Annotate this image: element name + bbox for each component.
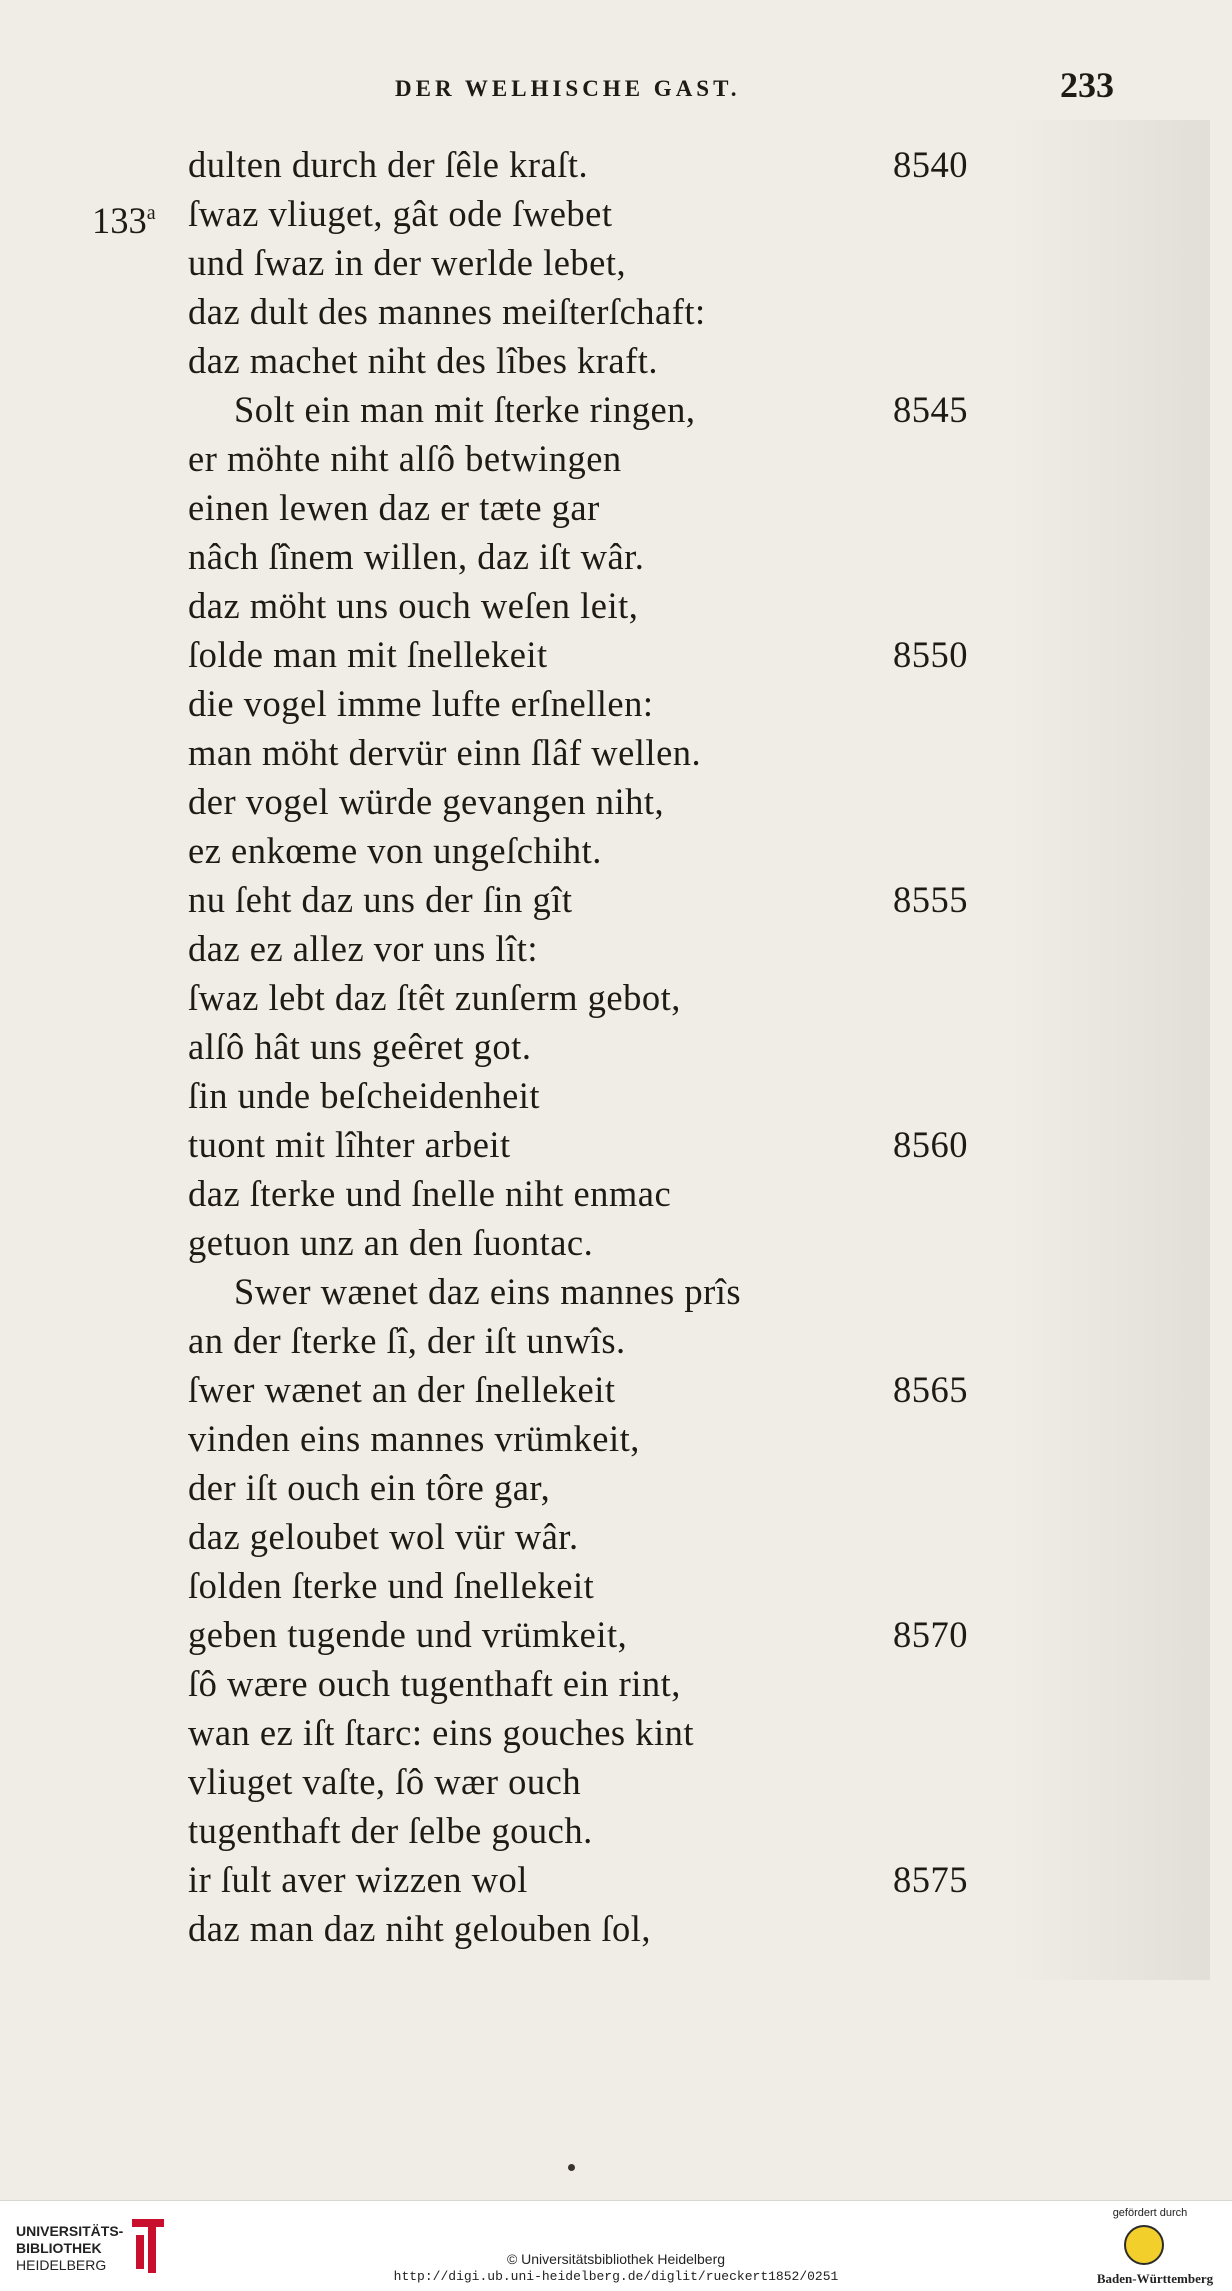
line-number: 8560 <box>893 1124 968 1165</box>
page-number: 233 <box>1060 65 1114 105</box>
verse-text: daz möht uns ouch weſen leit, <box>188 585 639 626</box>
verse-text: daz ſterke und ſnelle niht enmac <box>188 1173 672 1214</box>
verse-line <box>0 140 1232 189</box>
verse-text: daz man daz niht gelouben ſol, <box>188 1908 651 1949</box>
verse-text: an der ſterke ſî, der iſt unwîs. <box>188 1320 626 1361</box>
verse-line <box>0 581 1232 630</box>
verse-line <box>0 1512 1232 1561</box>
verse-line <box>0 1904 1232 1953</box>
verse-text: tugenthaft der ſelbe gouch. <box>188 1810 593 1851</box>
verse-line <box>0 1561 1232 1610</box>
library-name-line3: HEIDELBERG <box>16 2257 107 2273</box>
verse-line <box>0 336 1232 385</box>
verse-line <box>0 287 1232 336</box>
verse-text: Swer wænet daz eins mannes prîs <box>234 1271 742 1312</box>
verse-text: alſô hât uns geêret got. <box>188 1026 532 1067</box>
verse-text: und ſwaz in der werlde lebet, <box>188 242 627 283</box>
verse-text: ez enkœme von ungeſchiht. <box>188 830 602 871</box>
verse-line <box>0 826 1232 875</box>
verse-line <box>0 1316 1232 1365</box>
verse-text: einen lewen daz er tæte gar <box>188 487 600 528</box>
state-seal-icon[interactable] <box>1124 2225 1164 2265</box>
verse-text: daz geloubet wol vür wâr. <box>188 1516 579 1557</box>
funding-label: gefördert durch <box>1112 2207 1188 2219</box>
verse-line <box>0 1022 1232 1071</box>
verse-line <box>0 434 1232 483</box>
verse-line <box>0 385 1232 434</box>
permalink-url[interactable]: http://digi.ub.uni-heidelberg.de/diglit/rueckert1852/0251 <box>393 2269 839 2284</box>
line-number: 8555 <box>893 879 968 920</box>
verse-text: Solt ein man mit ſterke ringen, <box>234 389 696 430</box>
verse-text: ſwaz vliuget, gât ode ſwebet <box>188 193 613 234</box>
verse-text: der vogel würde gevangen niht, <box>188 781 665 822</box>
verse-line <box>0 1365 1232 1414</box>
verse-line <box>0 532 1232 581</box>
funder-name: Baden-Württemberg <box>1096 2271 1214 2286</box>
verse-text: tuont mit lîhter arbeit <box>188 1124 511 1165</box>
verse-text: geben tugende und vrümkeit, <box>188 1614 628 1655</box>
verse-line <box>0 238 1232 287</box>
verse-text: die vogel imme lufte erſnellen: <box>188 683 654 724</box>
verse-line <box>0 679 1232 728</box>
verse-text: nu ſeht daz uns der ſin gît <box>188 879 573 920</box>
verse-text: ſwaz lebt daz ſtêt zunſerm gebot, <box>188 977 681 1018</box>
verse-line <box>0 1708 1232 1757</box>
verse-line <box>0 777 1232 826</box>
verse-text: daz machet niht des lîbes kraft. <box>188 340 659 381</box>
verse-text: ſolden ſterke und ſnellekeit <box>188 1565 595 1606</box>
verse-text: wan ez iſt ſtarc: eins gouches kint <box>188 1712 695 1753</box>
verse-text: getuon unz an den ſuontac. <box>188 1222 594 1263</box>
verse-line <box>0 1659 1232 1708</box>
page-header <box>0 65 1232 110</box>
verse-line <box>0 924 1232 973</box>
library-name-line2: BIBLIOTHEK <box>16 2240 102 2256</box>
folio-marker: 133$^a$ <box>92 200 156 241</box>
verse-line <box>0 1806 1232 1855</box>
line-number: 8570 <box>893 1614 968 1655</box>
verse-line <box>0 1463 1232 1512</box>
verse-line <box>0 1071 1232 1120</box>
line-number: 8565 <box>893 1369 968 1410</box>
verse-line <box>0 1267 1232 1316</box>
verse-text: man möht dervür einn ſlâf wellen. <box>188 732 702 773</box>
verse-text: daz ez allez vor uns lît: <box>188 928 538 969</box>
verse-line <box>0 1414 1232 1463</box>
verse-text: der iſt ouch ein tôre gar, <box>188 1467 551 1508</box>
line-number: 8540 <box>893 144 968 185</box>
library-name-line1: UNIVERSITÄTS- <box>16 2223 124 2239</box>
verse-text: ſolde man mit ſnellekeit <box>188 634 548 675</box>
verse-line <box>0 875 1232 924</box>
verse-line <box>0 630 1232 679</box>
verse-block <box>0 140 1232 1953</box>
line-number: 8545 <box>893 389 968 430</box>
verse-text: daz dult des mannes meiſterſchaft: <box>188 291 706 332</box>
verse-text: vliuget vaſte, ſô wær ouch <box>188 1761 582 1802</box>
line-number: 8575 <box>893 1859 968 1900</box>
verse-line <box>0 1169 1232 1218</box>
verse-text: vinden eins mannes vrümkeit, <box>188 1418 640 1459</box>
verse-text: nâch ſînem willen, daz iſt wâr. <box>188 536 645 577</box>
verse-line <box>0 483 1232 532</box>
verse-line <box>0 1757 1232 1806</box>
footer-bar <box>0 2200 1232 2291</box>
copyright-notice: © Universitätsbibliothek Heidelberg <box>506 2251 726 2267</box>
verse-line <box>0 1218 1232 1267</box>
verse-text: ſwer wænet an der ſnellekeit <box>188 1369 616 1410</box>
verse-text: er möhte niht alſô betwingen <box>188 438 622 479</box>
verse-line <box>0 1120 1232 1169</box>
verse-line <box>0 973 1232 1022</box>
running-title: DER WELHISCHE GAST. <box>395 76 741 101</box>
verse-line <box>0 728 1232 777</box>
verse-line <box>0 189 1232 241</box>
verse-line <box>0 1610 1232 1659</box>
verse-text: ſô wære ouch tugenthaft ein rint, <box>188 1663 681 1704</box>
signature-dot <box>568 2164 575 2171</box>
library-emblem-icon <box>126 2215 170 2277</box>
line-number: 8550 <box>893 634 968 675</box>
verse-line <box>0 1855 1232 1904</box>
verse-text: dulten durch der ſêle kraſt. <box>188 144 589 185</box>
verse-text: ir ſult aver wizzen wol <box>188 1859 528 1900</box>
verse-text: ſin unde beſcheidenheit <box>188 1075 541 1116</box>
